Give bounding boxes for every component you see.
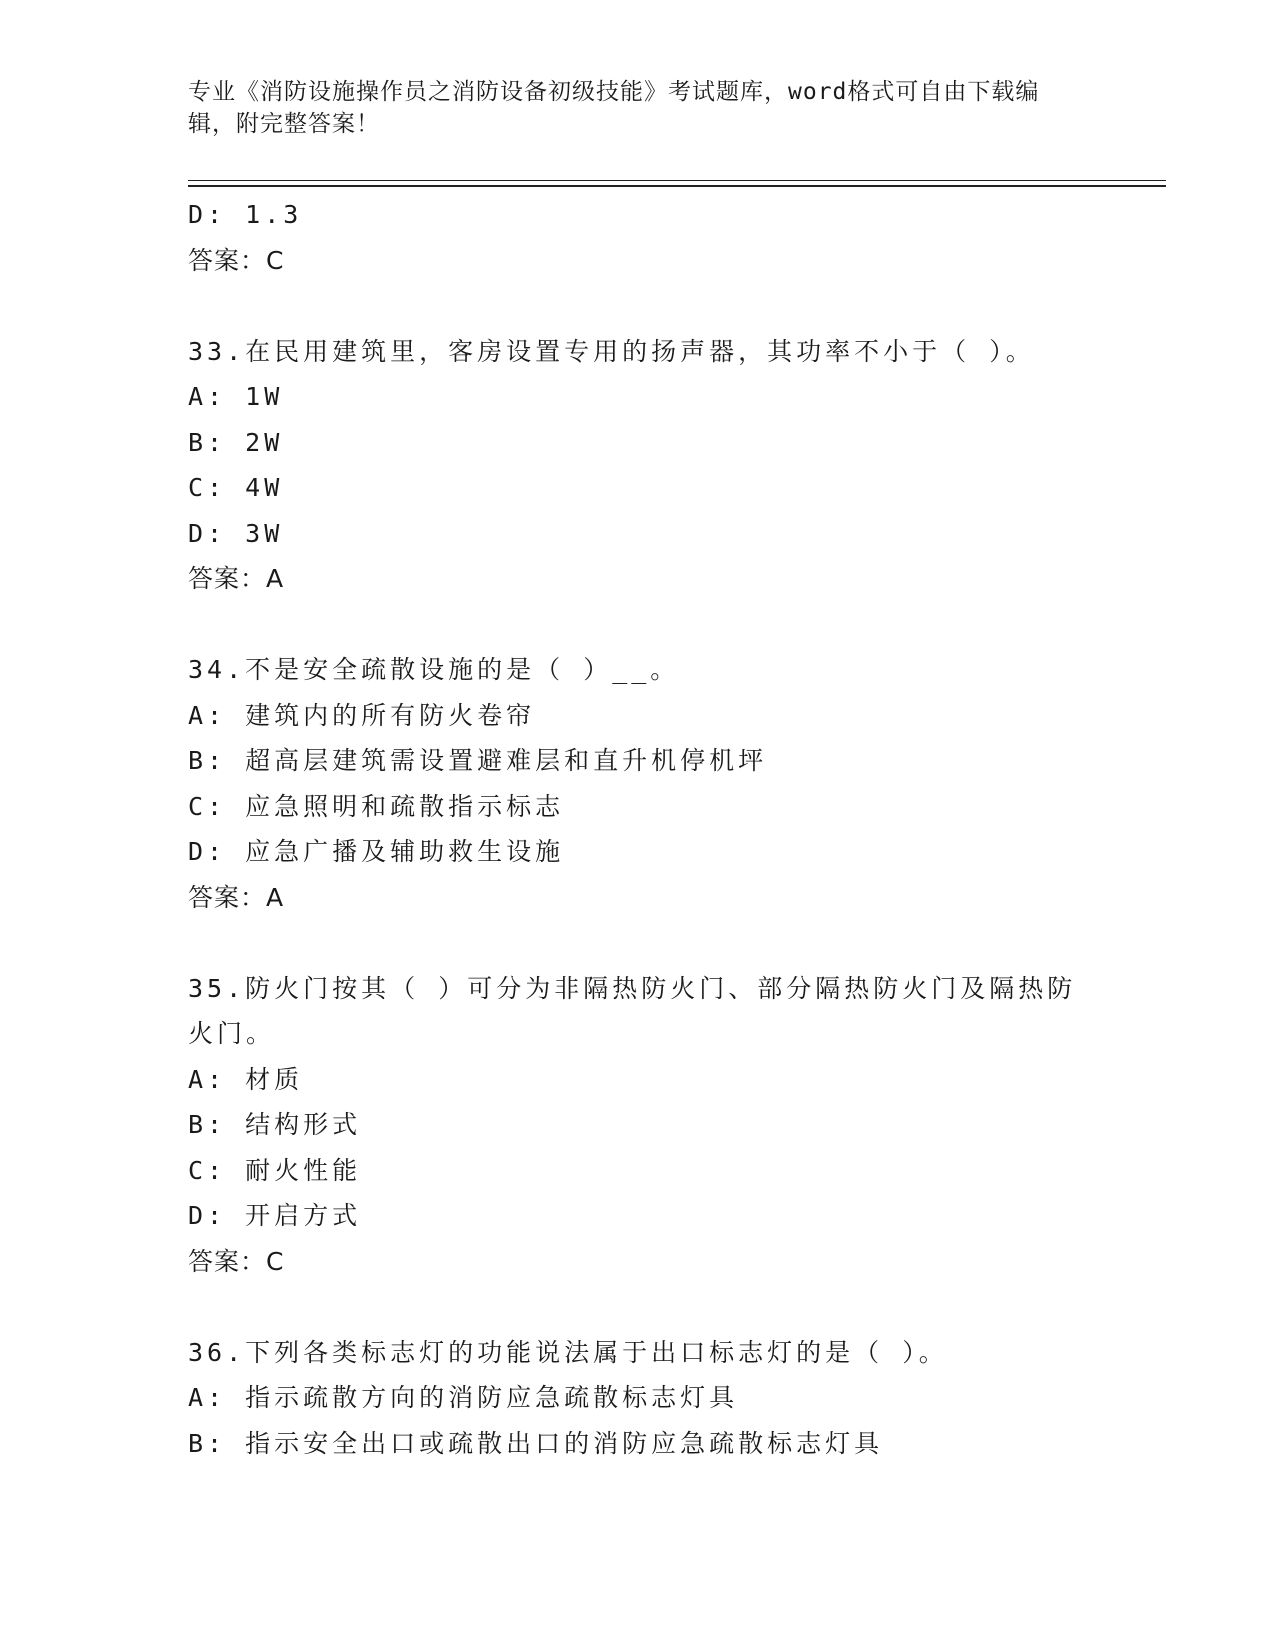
document-header [188, 76, 1088, 140]
answer-line: 答案：C [188, 1246, 285, 1276]
question-text: 34.不是安全疏散设施的是（ ）__。 [188, 655, 680, 684]
question-block-35 [188, 966, 1088, 1285]
answer-line: 答案：A [188, 564, 285, 593]
question-block-33 [188, 329, 1088, 602]
question-text: 33.在民用建筑里，客房设置专用的扬声器，其功率不小于（ ）。 [188, 336, 1035, 366]
question-list [188, 192, 1088, 1466]
option-b: B: 结构形式 [188, 1110, 362, 1139]
option-a: A: 1W [188, 382, 284, 411]
question-block-32 [188, 192, 1088, 283]
option-c: C: 耐火性能 [188, 1155, 362, 1185]
spacer [188, 1284, 1088, 1330]
spacer [188, 602, 1088, 648]
option-c: C: 4W [188, 473, 284, 502]
option-d: D: 应急广播及辅助救生设施 [188, 837, 565, 866]
option-a: A: 指示疏散方向的消防应急疏散标志灯具 [188, 1383, 739, 1412]
spacer [188, 283, 1088, 329]
question-block-34 [188, 647, 1088, 920]
header-line-1: 专业《消防设施操作员之消防设备初级技能》考试题库，word格式可自由下载编 [188, 79, 1040, 105]
option-b: B: 指示安全出口或疏散出口的消防应急疏散标志灯具 [188, 1428, 884, 1458]
option-c: C: 应急照明和疏散指示标志 [188, 791, 565, 821]
option-a: A: 建筑内的所有防火卷帘 [188, 700, 536, 730]
answer-line: 答案：A [188, 882, 285, 912]
option-b: B: 超高层建筑需设置避难层和直升机停机坪 [188, 746, 768, 775]
header-line-2: 辑，附完整答案！ [188, 111, 380, 137]
answer-line: 答案：C [188, 245, 285, 275]
question-block-36 [188, 1330, 1088, 1467]
header-divider [188, 180, 1166, 187]
option-b: B: 2W [188, 427, 284, 457]
question-text: 36.下列各类标志灯的功能说法属于出口标志灯的是（ ）。 [188, 1337, 948, 1367]
option-d: D: 3W [188, 518, 284, 548]
option-d: D: 1.3 [188, 200, 303, 229]
option-d: D: 开启方式 [188, 1201, 362, 1230]
question-text-line-1: 35.防火门按其（ ）可分为非隔热防火门、部分隔热防火门及隔热防 [188, 973, 1077, 1003]
question-text-line-2: 火门。 [188, 1019, 276, 1048]
spacer [188, 920, 1088, 966]
option-a: A: 材质 [188, 1064, 304, 1094]
